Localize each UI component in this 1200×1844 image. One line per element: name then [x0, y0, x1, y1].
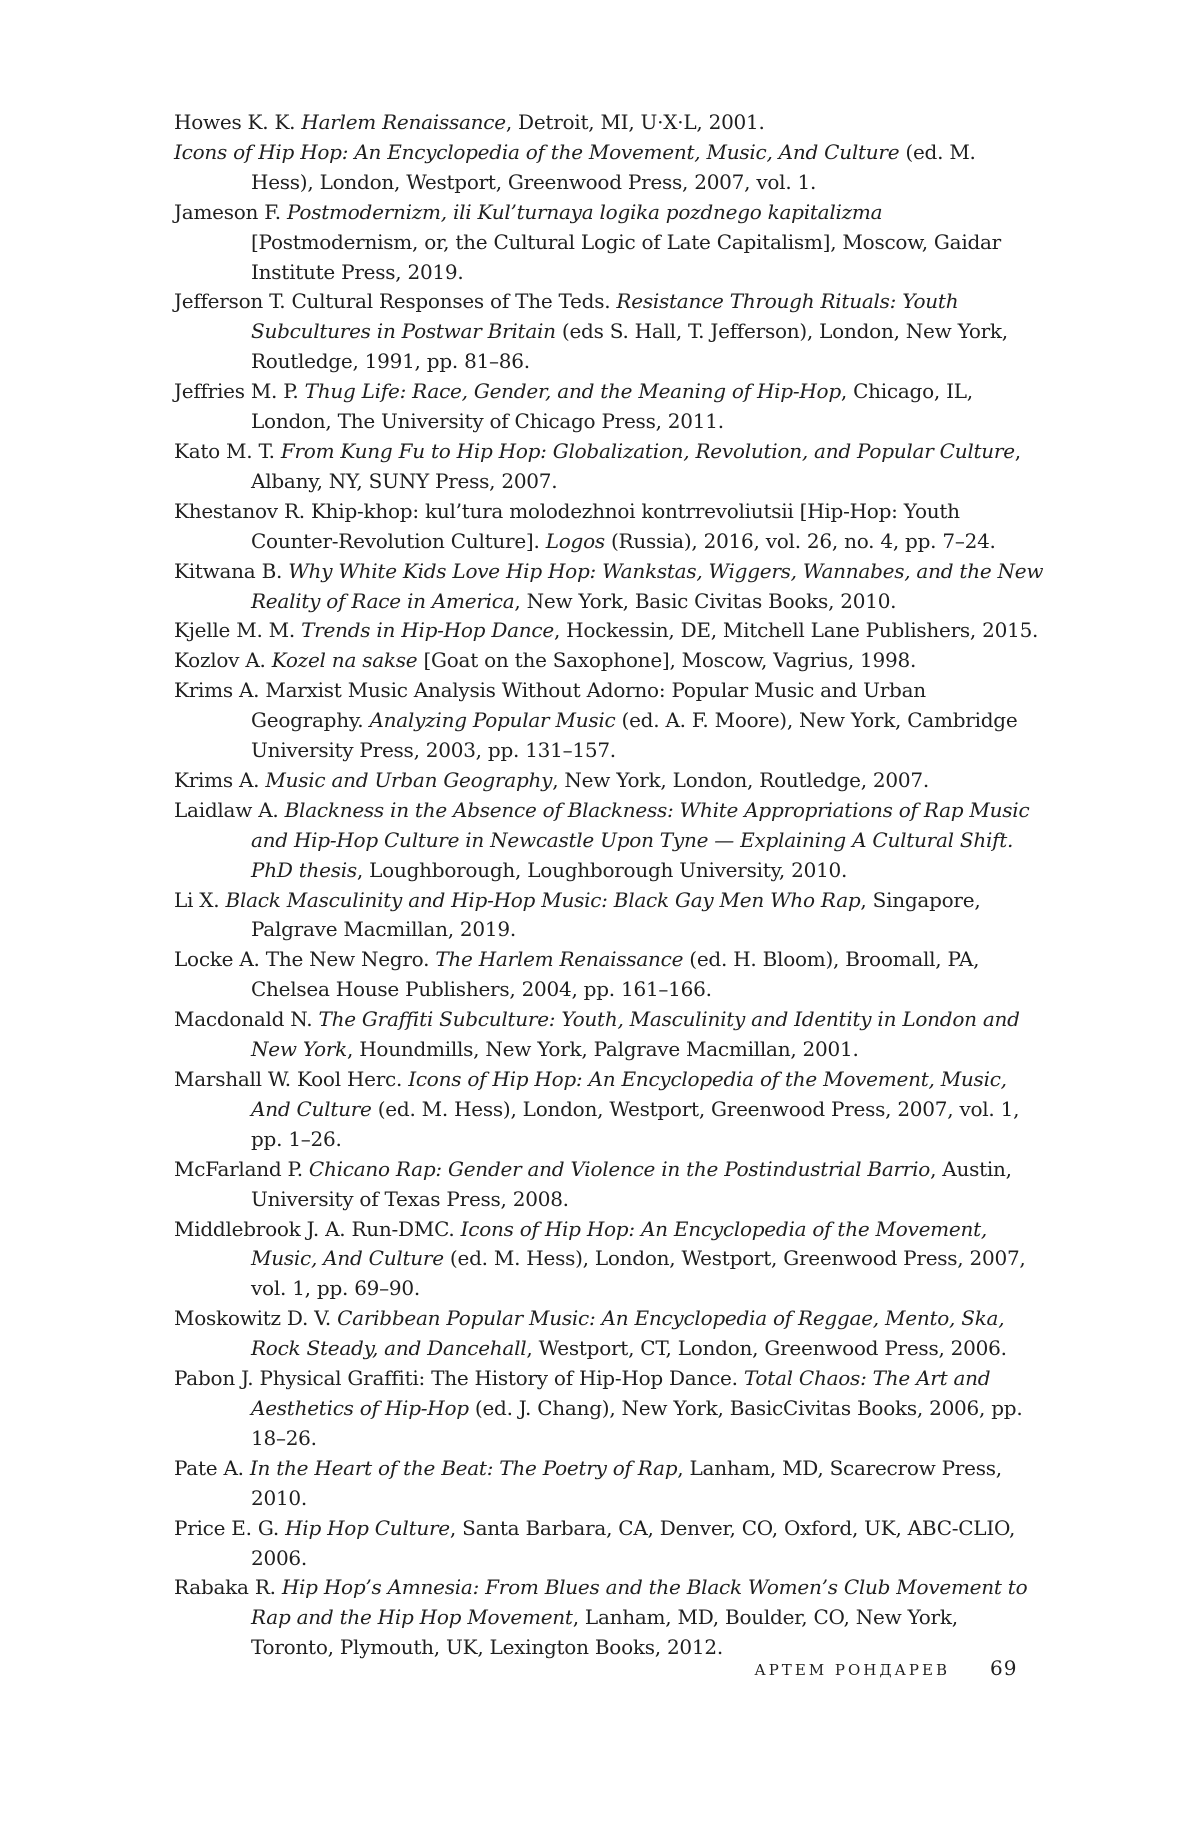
page-number: 69 — [990, 1656, 1018, 1680]
reference-text: Kitwana B. — [174, 558, 289, 583]
reference-title: Postmodernizm, ili Kul’turnaya logika pozdnego kapitalizma — [287, 199, 883, 224]
reference-text: (ed. J. Chang), New York, BasicCivitas Books, 2006, pp. 18–26. — [251, 1395, 1023, 1450]
reference-text: , Albany, NY, SUNY Press, 2007. — [251, 438, 1021, 493]
reference-title: The Harlem Renaissance — [435, 947, 684, 972]
reference-title: In the Heart of the Beat: The Poetry of Rap — [249, 1455, 678, 1480]
reference-entry — [174, 616, 1044, 646]
reference-text: , New York, London, Routledge, 2007. — [552, 767, 929, 792]
reference-entry — [174, 198, 1044, 288]
reference-text: Kjelle M. M. — [174, 618, 302, 643]
reference-text: , Hockessin, DE, Mitchell Lane Publishers, 2015. — [553, 618, 1039, 643]
reference-entry — [174, 557, 1044, 617]
reference-entry — [174, 766, 1044, 796]
reference-entry — [174, 1364, 1044, 1454]
reference-title: Harlem Renaissance — [301, 110, 506, 134]
reference-entry — [174, 945, 1044, 1005]
reference-text: , Lanham, MD, Scarecrow Press, 2010. — [251, 1455, 1002, 1510]
reference-text: Locke A. The New Negro. — [174, 947, 436, 972]
reference-text: Pabon J. Physical Graffiti: The History of Hip-Hop Dance. — [174, 1366, 744, 1391]
reference-text: Marshall W. Kool Herc. — [174, 1067, 409, 1091]
reference-title: Music and Urban Geography — [265, 767, 553, 792]
reference-title: Hip Hop’s Amnesia: From Blues and the Black Women’s Club Movement to Rap and the Hip Hop Movement — [251, 1575, 1028, 1630]
reference-text: Rabaka R. — [174, 1575, 282, 1600]
reference-text: , Singapore, Palgrave Macmillan, 2019. — [251, 887, 981, 942]
reference-entry — [174, 1065, 1044, 1155]
reference-text: (ed. M. Hess), London, Westport, Greenwood Press, 2007, vol. 1, pp. 69–90. — [251, 1246, 1026, 1301]
reference-entry — [174, 1155, 1044, 1215]
reference-text: (eds S. Hall, T. Jefferson), London, New York, Routledge, 1991, pp. 81–86. — [251, 319, 1008, 374]
reference-text: (ed. H. Bloom), Broomall, PA, Chelsea House Publishers, 2004, pp. 161–166. — [251, 947, 980, 1002]
reference-title: Caribbean Popular Music: An Encyclopedia of Reggae, Mento, Ska, Rock Steady, and Dancehall — [251, 1306, 1005, 1361]
reference-text: Middlebrook J. A. Run-DMC. — [174, 1216, 461, 1241]
reference-title: Black Masculinity and Hip-Hop Music: Black Gay Men Who Rap — [225, 887, 861, 912]
reference-title: Icons of Hip Hop: An Encyclopedia of the Movement, Music, And Culture — [174, 139, 900, 164]
reference-text: (ed. A. F. Moore), New York, Cambridge University Press, 2003, pp. 131–157. — [251, 708, 1018, 763]
reference-text: Pate A. — [174, 1455, 250, 1480]
reference-text: , Santa Barbara, CA, Denver, CO, Oxford, UK, ABC-CLIO, 2006. — [251, 1515, 1016, 1570]
reference-title: The Graffiti Subculture: Youth, Masculinity and Identity in London and New York — [251, 1007, 1020, 1062]
reference-text: , Lanham, MD, Boulder, CO, New York, Toronto, Plymouth, UK, Lexington Books, 2012. — [251, 1605, 958, 1660]
reference-title: Resistance Through Rituals: Youth Subcultures in Postwar Britain — [251, 289, 959, 344]
reference-text: , New York, Basic Civitas Books, 2010. — [514, 588, 897, 613]
reference-title: Icons of Hip Hop: An Encyclopedia of the Movement, Music, And Culture — [251, 1067, 1007, 1121]
reference-entry — [174, 886, 1044, 946]
reference-entry — [174, 138, 1044, 198]
reference-title: Logos — [545, 528, 605, 553]
reference-title: Icons of Hip Hop: An Encyclopedia of the Movement, Music, And Culture — [251, 1216, 988, 1271]
reference-text: , Westport, CT, London, Greenwood Press, 2006. — [526, 1336, 1007, 1361]
reference-title: Blackness in the Absence of Blackness: White Appropriations of Rap Music and Hip-Hop Culture in Newcastle Upon Tyne — Explaining A Cultural Shift. PhD thesis — [251, 797, 1030, 882]
reference-text: Moskowitz D. V. — [174, 1306, 338, 1331]
reference-title: From Kung Fu to Hip Hop: Globalization, Revolution, and Popular Culture — [280, 438, 1015, 463]
reference-text: (ed. M. Hess), London, Westport, Greenwood Press, 2007, vol. 1. — [251, 139, 976, 194]
reference-title: Trends in Hip-Hop Dance — [301, 618, 554, 643]
reference-text: , Detroit, MI, U·X·L, 2001. — [505, 110, 765, 134]
reference-entry — [174, 1304, 1044, 1364]
reference-entry — [174, 1005, 1044, 1065]
reference-title: Analyzing Popular Music — [369, 708, 616, 733]
reference-entry — [174, 1215, 1044, 1305]
reference-text: [Goat on the Saxophone], Moscow, Vagrius, 1998. — [417, 648, 917, 673]
reference-text: Kozlov A. — [174, 648, 272, 673]
reference-text: Khestanov R. Khip-khop: kul’tura molodezhnoi kontrrevoliutsii [Hip-Hop: Youth Counter-Revolution Culture]. — [174, 498, 960, 553]
reference-entry — [174, 437, 1044, 497]
reference-text: Jefferson T. Cultural Responses of The Teds. — [174, 289, 617, 314]
reference-entry — [174, 108, 1044, 138]
reference-text: , Houndmills, New York, Palgrave Macmillan, 2001. — [347, 1037, 859, 1062]
reference-text: McFarland P. — [174, 1156, 309, 1181]
reference-entry — [174, 287, 1044, 377]
reference-text: , Austin, University of Texas Press, 2008. — [251, 1156, 1012, 1211]
reference-text: [Postmodernism, or, the Cultural Logic of Late Capitalism], Moscow, Gaidar Institute Press, 2019. — [251, 229, 1001, 284]
reference-entry — [174, 646, 1044, 676]
reference-title: Hip Hop Culture — [285, 1515, 450, 1540]
reference-text: , Loughborough, Loughborough University, 2010. — [356, 857, 848, 882]
reference-text: Krims A. — [174, 767, 266, 792]
reference-entry — [174, 1454, 1044, 1514]
reference-title: Kozel na sakse — [271, 648, 418, 673]
reference-text: Jeffries M. P. — [174, 379, 305, 404]
reference-text: Macdonald N. — [174, 1007, 319, 1032]
reference-text: Howes K. K. — [174, 110, 302, 134]
reference-text: Price E. G. — [174, 1515, 286, 1540]
reference-list — [174, 108, 1044, 1663]
reference-title: Thug Life: Race, Gender, and the Meaning of Hip-Hop — [304, 379, 841, 404]
reference-entry — [174, 377, 1044, 437]
reference-text: Krims A. Marxist Music Analysis Without Adorno: Popular Music and Urban Geography. — [174, 678, 926, 733]
reference-text: , Chicago, IL, London, The University of Chicago Press, 2011. — [251, 379, 973, 434]
reference-title: Total Chaos: The Art and Aesthetics of Hip-Hop — [251, 1366, 991, 1420]
reference-entry — [174, 796, 1044, 886]
reference-text: Laidlaw A. — [174, 797, 285, 822]
reference-text: (ed. M. Hess), London, Westport, Greenwood Press, 2007, vol. 1, pp. 1–26. — [251, 1096, 1020, 1151]
reference-entry — [174, 1573, 1044, 1663]
reference-text: Li X. — [174, 887, 226, 912]
running-footer-author: АРТЕМ РОНДАРЕВ — [754, 1661, 950, 1679]
reference-entry — [174, 497, 1044, 557]
reference-entry — [174, 1514, 1044, 1574]
reference-text: Kato M. T. — [174, 438, 281, 463]
reference-text: (Russia), 2016, vol. 26, no. 4, pp. 7–24. — [604, 528, 996, 553]
reference-title: Why White Kids Love Hip Hop: Wankstas, Wiggers, Wannabes, and the New Reality of Race in America — [251, 558, 1044, 613]
reference-title: Chicano Rap: Gender and Violence in the Postindustrial Barrio — [308, 1156, 931, 1181]
reference-entry — [174, 676, 1044, 766]
reference-text: Jameson F. — [174, 199, 288, 224]
